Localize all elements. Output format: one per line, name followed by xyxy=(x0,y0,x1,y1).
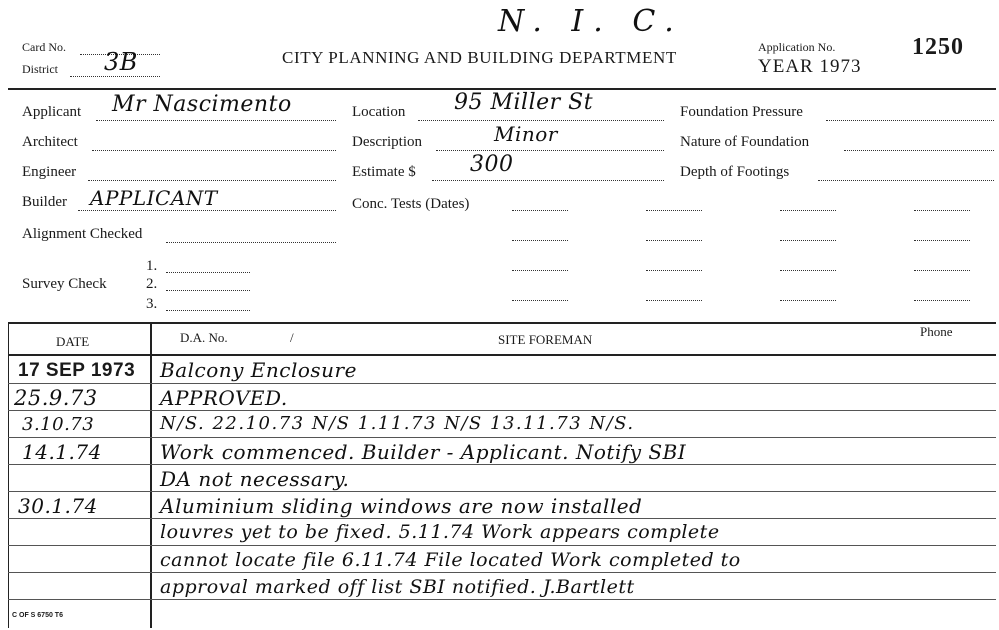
log-row-date: 30.1.74 xyxy=(18,494,98,518)
description-value: Minor xyxy=(494,122,558,146)
survey-num-3: 3. xyxy=(146,296,158,312)
log-row-entry: DA not necessary. xyxy=(160,467,350,491)
application-number: 1250 xyxy=(912,34,964,60)
year-label: YEAR 1973 xyxy=(758,56,862,77)
log-left-border xyxy=(8,322,9,628)
survey-num-1: 1. xyxy=(146,258,158,274)
location-label: Location xyxy=(352,104,406,120)
nature-of-foundation-label: Nature of Foundation xyxy=(680,134,810,150)
log-row-line xyxy=(8,572,996,573)
log-row-date: 14.1.74 xyxy=(22,440,102,464)
estimate-label: Estimate $ xyxy=(352,164,416,180)
engineer-label: Engineer xyxy=(22,164,77,180)
estimate-value: 300 xyxy=(470,152,514,177)
conc-test-blank xyxy=(914,240,970,241)
log-row-line xyxy=(8,491,996,492)
architect-label: Architect xyxy=(22,134,78,150)
card-no-label: Card No. xyxy=(22,40,66,54)
log-row-entry: louvres yet to be fixed. 5.11.74 Work appears complete xyxy=(160,521,720,543)
log-row-line xyxy=(8,464,996,465)
log-row-entry: approval marked off list SBI notified. J.Bartlett xyxy=(160,576,635,598)
conc-test-blank xyxy=(512,270,568,271)
conc-test-blank xyxy=(914,270,970,271)
log-row-line xyxy=(8,437,996,438)
nic-annotation: N. I. C. xyxy=(498,4,684,39)
description-field xyxy=(436,150,664,151)
builder-value: APPLICANT xyxy=(90,186,218,210)
depth-of-footings-field xyxy=(818,180,994,181)
department-title: CITY PLANNING AND BUILDING DEPARTMENT xyxy=(282,48,677,67)
log-row-date: 25.9.73 xyxy=(14,386,98,410)
conc-test-blank xyxy=(646,300,702,301)
district-value: 3B xyxy=(104,48,138,76)
survey-num-2: 2. xyxy=(146,276,158,292)
log-row-entry: APPROVED. xyxy=(160,386,288,410)
log-row-entry: cannot locate file 6.11.74 File located Work completed to xyxy=(160,549,741,571)
log-top-border xyxy=(8,322,996,324)
conc-test-blank xyxy=(646,240,702,241)
log-header-da-no: D.A. No. xyxy=(180,330,228,345)
alignment-field xyxy=(166,242,336,243)
depth-of-footings-label: Depth of Footings xyxy=(680,164,790,180)
log-row-entry: N/S. 22.10.73 N/S 1.11.73 N/S 13.11.73 N/S. xyxy=(160,413,635,434)
survey-field-2 xyxy=(166,290,250,291)
alignment-label: Alignment Checked xyxy=(22,226,143,242)
builder-label: Builder xyxy=(22,194,67,210)
foundation-pressure-label: Foundation Pressure xyxy=(680,104,803,120)
log-header-slash: / xyxy=(290,330,294,345)
conc-tests-label: Conc. Tests (Dates) xyxy=(352,196,470,212)
log-row-date: 17 SEP 1973 xyxy=(18,360,136,381)
application-no-label: Application No. xyxy=(758,40,836,54)
log-row-line xyxy=(8,599,996,600)
survey-field-1 xyxy=(166,272,250,273)
conc-test-blank xyxy=(780,270,836,271)
conc-test-blank xyxy=(512,240,568,241)
conc-test-blank xyxy=(780,210,836,211)
conc-test-blank xyxy=(914,210,970,211)
foundation-pressure-field xyxy=(826,120,994,121)
log-header-phone: Phone xyxy=(920,324,953,339)
applicant-label: Applicant xyxy=(22,104,82,120)
log-date-column-divider xyxy=(150,322,152,628)
log-header-site-foreman: SITE FOREMAN xyxy=(498,332,593,347)
conc-test-blank xyxy=(780,300,836,301)
survey-field-3 xyxy=(166,310,250,311)
builder-field xyxy=(78,210,336,211)
engineer-field xyxy=(88,180,336,181)
conc-test-blank xyxy=(646,210,702,211)
log-row-line xyxy=(8,518,996,519)
conc-test-blank xyxy=(914,300,970,301)
log-row-line xyxy=(8,383,996,384)
log-row-line xyxy=(8,545,996,546)
log-row-date: 3.10.73 xyxy=(22,414,95,435)
log-row-entry: Aluminium sliding windows are now installed xyxy=(160,494,643,518)
log-header-date: DATE xyxy=(56,334,90,349)
log-row-entry: Work commenced. Builder - Applicant. Notify SBI xyxy=(160,440,687,464)
district-label: District xyxy=(22,62,58,76)
architect-field xyxy=(92,150,336,151)
log-header-border xyxy=(8,354,996,356)
description-label: Description xyxy=(352,134,422,150)
survey-check-label: Survey Check xyxy=(22,276,107,292)
district-field xyxy=(70,76,160,77)
applicant-value: Mr Nascimento xyxy=(112,92,292,117)
location-value: 95 Miller St xyxy=(454,90,594,115)
log-row-entry: Balcony Enclosure xyxy=(160,358,357,382)
form-code: C OF S 6750 T6 xyxy=(12,612,63,619)
location-field xyxy=(418,120,664,121)
nature-of-foundation-field xyxy=(844,150,994,151)
conc-test-blank xyxy=(512,210,568,211)
estimate-field xyxy=(432,180,664,181)
applicant-field xyxy=(96,120,336,121)
conc-test-blank xyxy=(512,300,568,301)
conc-test-blank xyxy=(780,240,836,241)
log-row-line xyxy=(8,410,996,411)
conc-test-blank xyxy=(646,270,702,271)
